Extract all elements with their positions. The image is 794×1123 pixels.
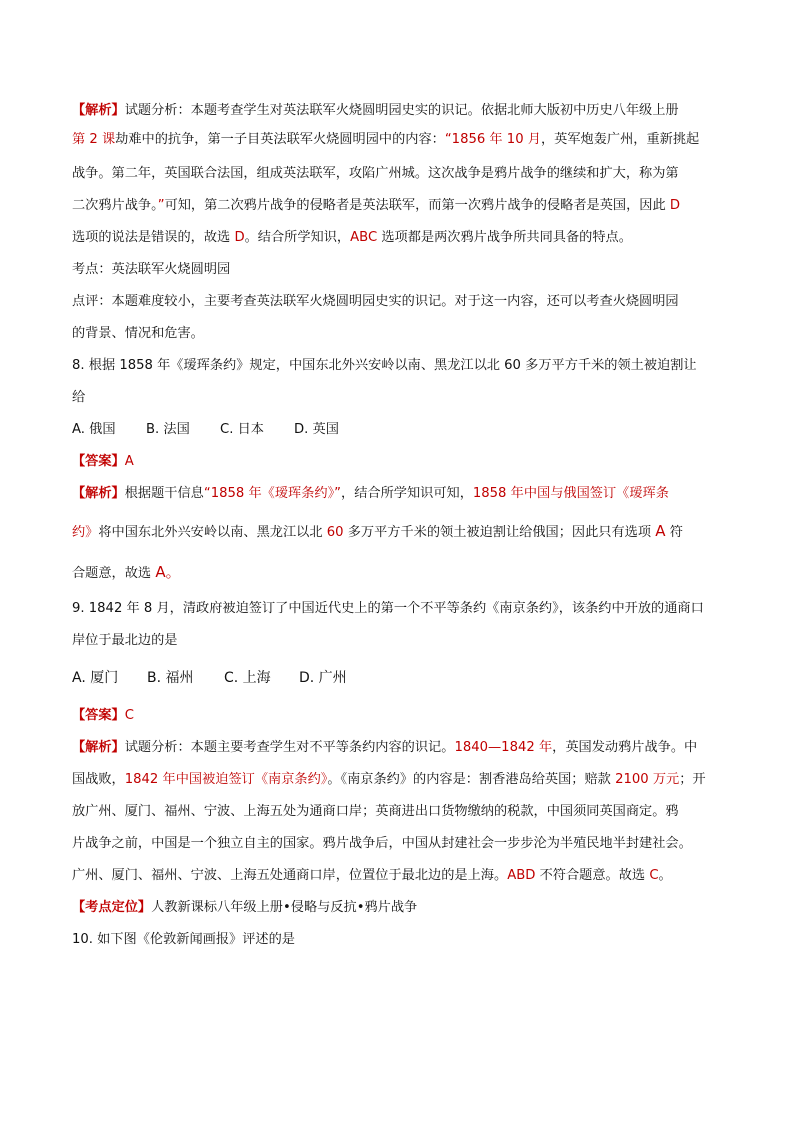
knowledge-point: 考点：英法联军火烧圆明园 bbox=[72, 262, 231, 277]
analysis-tag: 【解析】 bbox=[72, 103, 125, 118]
question-9-options bbox=[72, 670, 347, 686]
explanation-line: 【解析】试题分析：本题主要考查学生对不平等条约内容的识记。1840—1842 年，英国发动鸦片战争。中 bbox=[72, 740, 698, 755]
analysis-tag: 【解析】 bbox=[72, 740, 125, 755]
explanation-line: 片战争之前，中国是一个独立自主的国家。鸦片战争后，中国从封建社会一步步沦为半殖民地半封建社会。 bbox=[72, 836, 692, 851]
answer-line bbox=[72, 454, 134, 470]
comment-line: 的背景、情况和危害。 bbox=[72, 326, 204, 341]
question-8-stem: 8. 根据 1858 年《瑷珲条约》规定，中国东北外兴安岭以南、黑龙江以北 60 多万平方千米的领土被迫割让 bbox=[72, 358, 697, 373]
option-a: A. 厦门 bbox=[72, 670, 119, 686]
comment-line: 点评：本题难度较小，主要考查英法联军火烧圆明园史实的识记。对于这一内容，还可以考查火烧圆明园 bbox=[72, 294, 679, 309]
question-8-options bbox=[72, 422, 339, 438]
option-b: B. 福州 bbox=[147, 670, 194, 686]
explanation-line: 约》将中国东北外兴安岭以南、黑龙江以北 60 多万平方千米的领土被迫割让给俄国；因此只有选项 A 符 bbox=[72, 522, 683, 540]
explanation-line: 【解析】根据题干信息“1858 年《瑷珲条约》”，结合所学知识可知，1858 年中国与俄国签订《瑷珲条 bbox=[72, 486, 669, 501]
question-10-stem: 10. 如下图《伦敦新闻画报》评述的是 bbox=[72, 932, 295, 947]
answer-value: C bbox=[124, 708, 134, 723]
answer-tag: 【答案】 bbox=[72, 708, 125, 723]
explanation-line: 国战败，1842 年中国被迫签订《南京条约》。《南京条约》的内容是：割香港岛给英国；赔款 2100 万元；开 bbox=[72, 772, 706, 787]
explanation-line: 第 2 课劫难中的抗争，第一子目英法联军火烧圆明园中的内容：“1856 年 10 月，英军炮轰广州，重新挑起 bbox=[72, 132, 700, 147]
explanation-line: 合题意，故选 A。 bbox=[72, 563, 181, 581]
option-c: C. 上海 bbox=[224, 670, 271, 686]
knowledge-point-tag: 【考点定位】 bbox=[72, 900, 152, 915]
explanation-line: 二次鸦片战争。”可知，第二次鸦片战争的侵略者是英法联军，而第一次鸦片战争的侵略者是英国，因此 D bbox=[72, 198, 681, 213]
explanation-line: 【解析】试题分析：本题考查学生对英法联军火烧圆明园史实的识记。依据北师大版初中历史八年级上册 bbox=[72, 103, 679, 118]
knowledge-point-line: 【考点定位】人教新课标八年级上册•侵略与反抗•鸦片战争 bbox=[72, 900, 418, 915]
explanation-line: 选项的说法是错误的，故选 D。结合所学知识，ABC 选项都是两次鸦片战争所共同具备的特点。 bbox=[72, 230, 632, 245]
explanation-line: 放广州、厦门、福州、宁波、上海五处为通商口岸；英商进出口货物缴纳的税款，中国须同英国商定。鸦 bbox=[72, 804, 679, 819]
answer-value: A bbox=[124, 454, 134, 469]
analysis-tag: 【解析】 bbox=[72, 486, 125, 501]
option-d: D. 广州 bbox=[299, 670, 347, 686]
answer-tag: 【答案】 bbox=[72, 454, 125, 469]
question-9-stem: 岸位于最北边的是 bbox=[72, 633, 178, 648]
answer-line bbox=[72, 708, 134, 724]
question-8-stem: 给 bbox=[72, 390, 86, 405]
question-9-stem: 9. 1842 年 8 月，清政府被迫签订了中国近代史上的第一个不平等条约《南京条约》，该条约中开放的通商口 bbox=[72, 601, 704, 616]
option-d: D. 英国 bbox=[294, 422, 339, 437]
explanation-line: 广州、厦门、福州、宁波、上海五处通商口岸，位置位于最北边的是上海。ABD 不符合题意。故选 C。 bbox=[72, 868, 672, 883]
explanation-line: 战争。第二年，英国联合法国，组成英法联军，攻陷广州城。这次战争是鸦片战争的继续和扩大，称为第 bbox=[72, 166, 679, 181]
option-b: B. 法国 bbox=[146, 422, 190, 437]
option-c: C. 日本 bbox=[220, 422, 264, 437]
option-a: A. 俄国 bbox=[72, 422, 116, 437]
